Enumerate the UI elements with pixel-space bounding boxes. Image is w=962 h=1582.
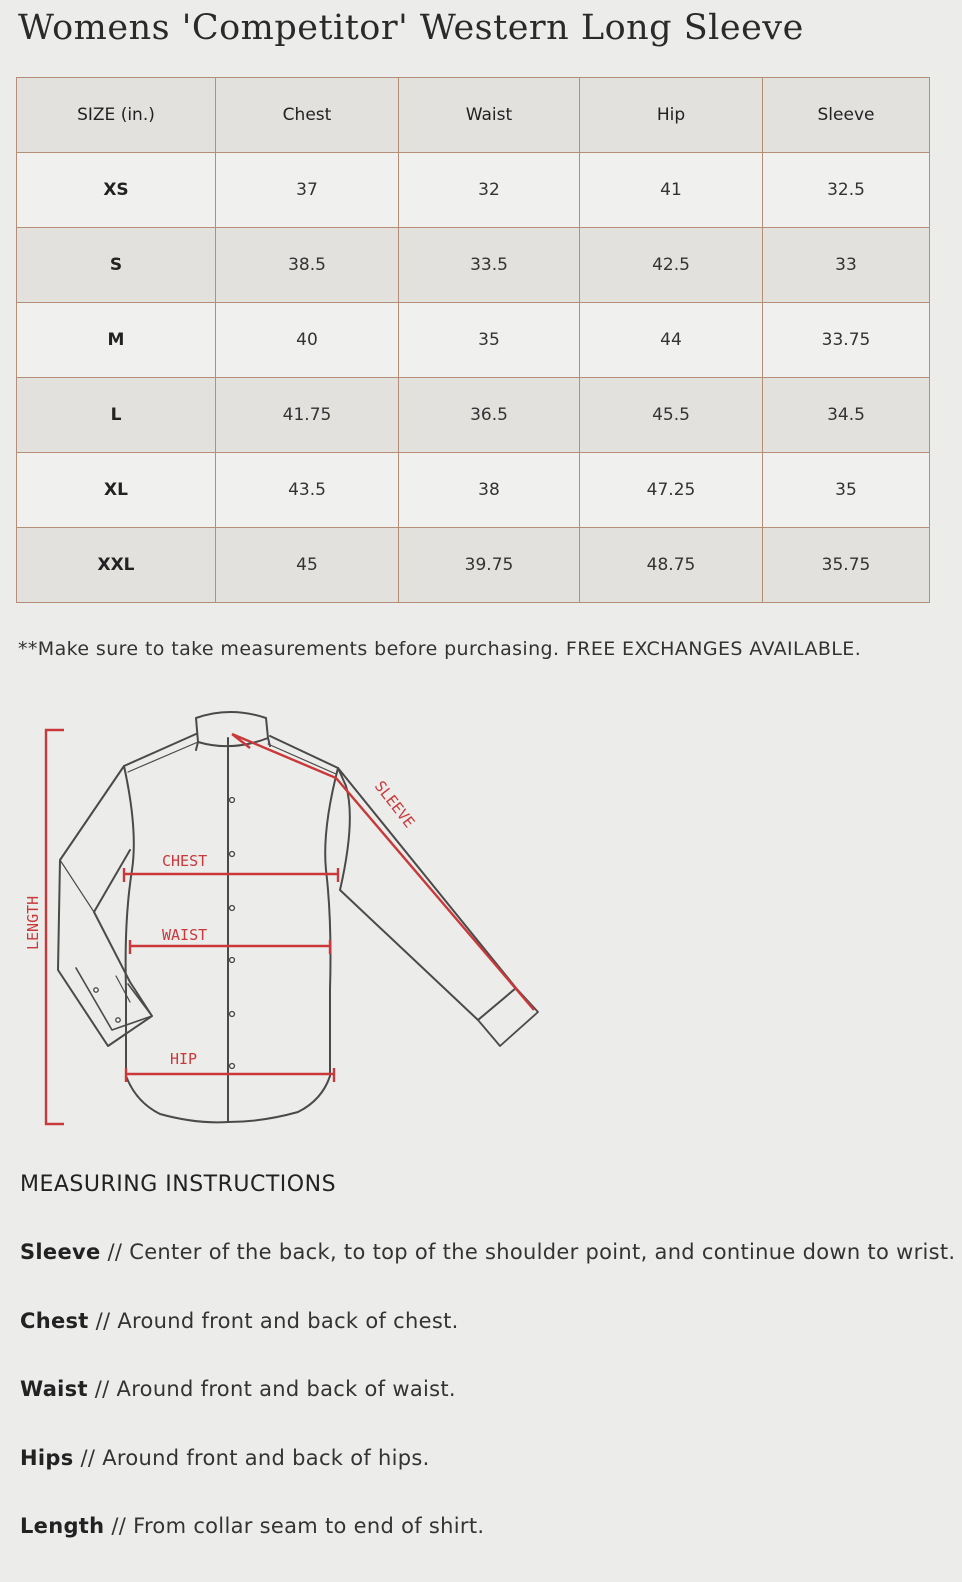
sleeve-measure-line (232, 734, 534, 1010)
cuff-button-dot (94, 988, 98, 992)
waist-cell: 35 (399, 303, 580, 378)
sleeve-cell: 34.5 (763, 378, 930, 453)
hip-cell: 47.25 (580, 453, 763, 528)
button-dot (230, 1064, 235, 1069)
hip-cell: 41 (580, 153, 763, 228)
chest-cell: 43.5 (216, 453, 399, 528)
waist-cell: 36.5 (399, 378, 580, 453)
instruction-text: Center of the back, to top of the shoulder point, and continue down to wrist. (129, 1240, 956, 1264)
header-waist: Waist (399, 78, 580, 153)
hip-cell: 48.75 (580, 528, 763, 603)
instruction-separator: // (88, 1309, 118, 1333)
right-cuff-outline (478, 988, 538, 1046)
button-dot (230, 852, 235, 857)
hip-cell: 42.5 (580, 228, 763, 303)
table-row (17, 528, 930, 603)
length-label: LENGTH (24, 895, 42, 950)
waist-measure-line (130, 940, 330, 954)
waist-cell: 39.75 (399, 528, 580, 603)
size-cell: L (17, 378, 216, 453)
instruction-waist (20, 1377, 456, 1401)
instruction-text: From collar seam to end of shirt. (133, 1514, 485, 1538)
instruction-text: Around front and back of hips. (102, 1446, 430, 1470)
sleeve-cell: 35.75 (763, 528, 930, 603)
shirt-measurement-diagram (0, 690, 560, 1140)
page-title: Womens 'Competitor' Western Long Sleeve (18, 8, 804, 48)
instruction-text: Around front and back of waist. (116, 1377, 456, 1401)
instruction-separator: // (104, 1514, 134, 1538)
hip-cell: 45.5 (580, 378, 763, 453)
instruction-sleeve (20, 1240, 955, 1264)
size-cell: XL (17, 453, 216, 528)
table-row (17, 153, 930, 228)
instruction-term: Chest (20, 1309, 89, 1333)
instruction-term: Sleeve (20, 1240, 101, 1264)
chest-cell: 38.5 (216, 228, 399, 303)
instruction-hips (20, 1446, 430, 1470)
header-size: SIZE (in.) (17, 78, 216, 153)
right-sleeve-outline (338, 768, 516, 1020)
instruction-chest (20, 1309, 459, 1333)
header-hip: Hip (580, 78, 763, 153)
button-dot (230, 1012, 235, 1017)
waist-cell: 33.5 (399, 228, 580, 303)
collar-outline (196, 712, 268, 746)
table-row (17, 453, 930, 528)
hip-measure-line (126, 1068, 334, 1082)
size-chart-table (16, 77, 930, 603)
instruction-text: Around front and back of chest. (117, 1309, 459, 1333)
table-row (17, 378, 930, 453)
waist-cell: 38 (399, 453, 580, 528)
instruction-separator: // (73, 1446, 103, 1470)
shoulder-left-outline (124, 734, 196, 766)
hip-cell: 44 (580, 303, 763, 378)
chest-label: CHEST (162, 852, 208, 870)
button-dot (230, 798, 235, 803)
sleeve-cell: 33.75 (763, 303, 930, 378)
button-dot (230, 906, 235, 911)
chest-cell: 41.75 (216, 378, 399, 453)
size-cell: S (17, 228, 216, 303)
size-cell: XS (17, 153, 216, 228)
table-row (17, 303, 930, 378)
table-header-row (17, 78, 930, 153)
sleeve-cell: 33 (763, 228, 930, 303)
left-sleeve-outline (58, 766, 152, 1046)
cuff-button-dot (116, 1018, 120, 1022)
sleeve-cell: 32.5 (763, 153, 930, 228)
instruction-term: Waist (20, 1377, 88, 1401)
instruction-separator: // (87, 1377, 117, 1401)
sleeve-cell: 35 (763, 453, 930, 528)
instruction-term: Length (20, 1514, 105, 1538)
size-cell: XXL (17, 528, 216, 603)
length-bracket (46, 730, 64, 1124)
measurement-note: **Make sure to take measurements before purchasing. FREE EXCHANGES AVAILABLE. (18, 638, 862, 660)
chest-cell: 37 (216, 153, 399, 228)
header-sleeve: Sleeve (763, 78, 930, 153)
waist-label: WAIST (162, 926, 208, 944)
body-right-outline (325, 768, 338, 1076)
chest-measure-line (124, 868, 338, 882)
table-row (17, 228, 930, 303)
button-dot (230, 958, 235, 963)
header-chest: Chest (216, 78, 399, 153)
hip-label: HIP (170, 1050, 198, 1068)
instruction-term: Hips (20, 1446, 74, 1470)
instructions-heading: MEASURING INSTRUCTIONS (20, 1172, 337, 1197)
waist-cell: 32 (399, 153, 580, 228)
chest-cell: 40 (216, 303, 399, 378)
sleeve-label: SLEEVE (370, 777, 419, 832)
instruction-length (20, 1514, 484, 1538)
chest-cell: 45 (216, 528, 399, 603)
size-cell: M (17, 303, 216, 378)
instruction-separator: // (100, 1240, 130, 1264)
